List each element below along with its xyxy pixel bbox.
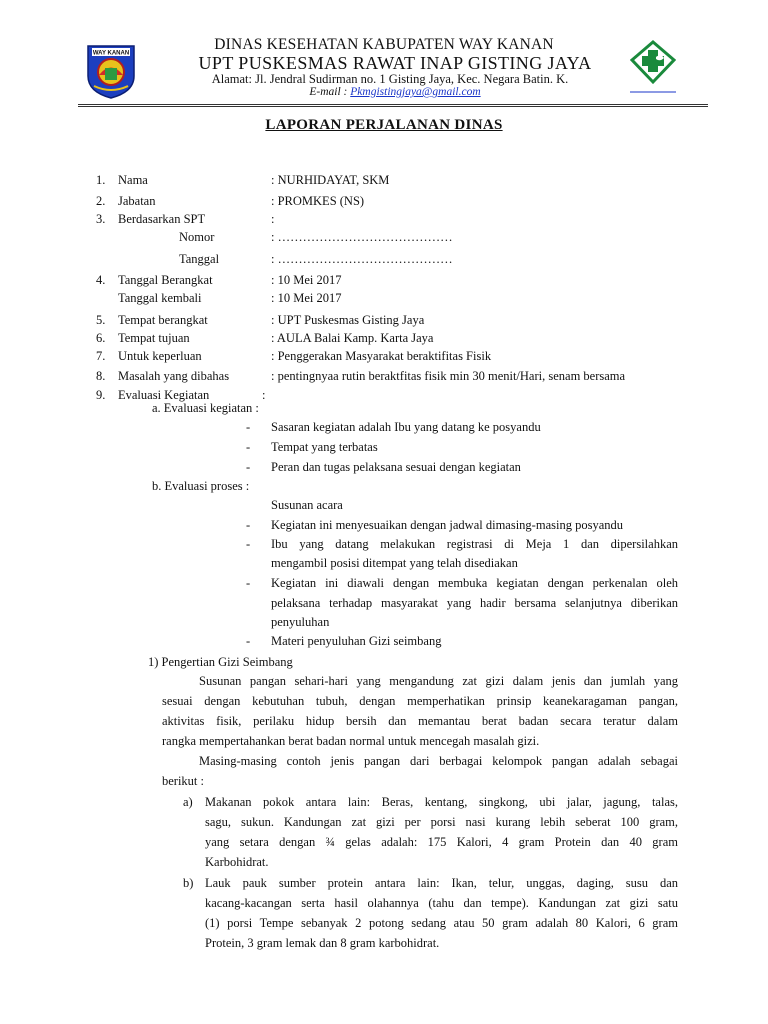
field-value: : UPT Puskesmas Gisting Jaya (271, 313, 425, 327)
field-value: : AULA Balai Kamp. Karta Jaya (271, 331, 434, 345)
field-value: : (262, 388, 266, 402)
field-value: : Penggerakan Masyarakat beraktifitas Fisik (271, 349, 492, 363)
paragraph-line: Masing-masing contoh jenis pangan dari berbagai kelompok pangan adalah sebagai (199, 754, 678, 768)
paragraph-line: Susunan pangan sehari-hari yang mengandung zat gizi dalam jenis dan jumlah yang (199, 674, 678, 688)
field-value: : pentingnyaa rutin beraktfitas fisik min 30 menit/Hari, senam bersama (271, 369, 626, 383)
list-item-line: (1) porsi Tempe sebanyak 2 potong sedang atau 50 gram adalah 80 Kalori, 6 gram (205, 916, 678, 930)
eval-b-subheading: Susunan acara (271, 498, 343, 512)
bullet-dash: - (246, 576, 251, 590)
bullet-dash: - (246, 460, 251, 474)
field-num: 6. (96, 331, 106, 345)
header-line-2: UPT PUSKESMAS RAWAT INAP GISTING JAYA (198, 53, 592, 73)
paragraph-line: rangka mempertahankan berat badan normal untuk mencegah masalah gizi. (162, 734, 540, 748)
field-num: 3. (96, 212, 106, 226)
field-num: 2. (96, 194, 106, 208)
list-item: Materi penyuluhan Gizi seimbang (271, 634, 442, 648)
header-rule-top (78, 104, 708, 105)
list-marker: a) (183, 795, 193, 809)
list-item-line: Protein, 3 gram lemak dan 8 gram karbohidrat. (205, 936, 440, 950)
field-label: Nama (118, 173, 148, 187)
field-value: : 10 Mei 2017 (271, 291, 342, 305)
list-item-line: mengambil posisi ditempat yang telah disediakan (271, 556, 518, 570)
logo-puskesmas (630, 40, 676, 94)
field-value: : NURHIDAYAT, SKM (271, 173, 390, 187)
list-item: Tempat yang terbatas (271, 440, 378, 454)
field-label: Jabatan (118, 194, 156, 208)
list-item-line: kacang-kacangan serta hasil olahannya (tahu dan tempe). Kandungan zat gizi satu (205, 896, 678, 910)
list-item-line: penyuluhan (271, 615, 330, 629)
section-heading: 1) Pengertian Gizi Seimbang (148, 655, 293, 669)
field-label: Evaluasi Kegiatan (118, 388, 210, 402)
field-label: Tanggal Berangkat (118, 273, 213, 287)
list-item-line: yang setara dengan ¾ gelas adalah: 175 Kalori, 4 gram Protein dan 40 gram (205, 835, 678, 849)
list-item-line: Kegiatan ini diawali dengan membuka kegiatan dengan perkenalan oleh (271, 576, 678, 590)
bullet-dash: - (246, 440, 251, 454)
bullet-dash: - (246, 634, 251, 648)
logo-way-kanan-text: WAY KANAN (92, 50, 130, 57)
field-value: : (271, 212, 275, 226)
list-marker: b) (183, 876, 194, 890)
bullet-dash: - (246, 420, 251, 434)
list-item-line: Ibu yang datang melakukan registrasi di Meja 1 dan dipersilahkan (271, 537, 678, 551)
list-item-line: pelaksana terhadap masyarakat yang hadir bersama selanjutnya diberikan (271, 596, 678, 610)
list-item-line: Karbohidrat. (205, 855, 269, 869)
email-link[interactable]: Pkmgistingjaya@gmail.com (350, 86, 481, 98)
field-value: : …………………………………… (271, 252, 453, 266)
header-address: Alamat: Jl. Jendral Sudirman no. 1 Gisting Jaya, Kec. Negara Batin. K. (211, 72, 569, 86)
eval-a-heading: a. Evaluasi kegiatan : (152, 401, 259, 415)
field-value: : PROMKES (NS) (271, 194, 365, 208)
list-item: Kegiatan ini menyesuaikan dengan jadwal dimasing-masing posyandu (271, 518, 623, 532)
eval-b-heading: b. Evaluasi proses : (152, 479, 250, 493)
field-value: : …………………………………… (271, 230, 453, 244)
page-title: LAPORAN PERJALANAN DINAS (265, 117, 503, 133)
field-label: Untuk keperluan (118, 349, 202, 363)
field-label: Tempat tujuan (118, 331, 190, 345)
paragraph-line: berikut : (162, 774, 205, 788)
bullet-dash: - (246, 537, 251, 551)
list-item-line: Lauk pauk sumber protein antara lain: Ikan, telur, unggas, daging, susu dan (205, 876, 678, 890)
header-line-1: DINAS KESEHATAN KABUPATEN WAY KANAN (214, 36, 554, 53)
list-item: Sasaran kegiatan adalah Ibu yang datang ke posyandu (271, 420, 541, 434)
field-label: Masalah yang dibahas (118, 369, 230, 383)
field-label: Tempat berangkat (118, 313, 208, 327)
paragraph-line: sesuai dengan kebutuhan tubuh, dengan memperhatikan prinsip keanekaragaman pangan, (162, 694, 678, 708)
bullet-dash: - (246, 518, 251, 532)
field-num: 8. (96, 369, 106, 383)
paragraph-line: aktivitas fisik, perilaku hidup bersih dan memantau berat badan secara teratur dalam (162, 714, 678, 728)
field-num: 7. (96, 349, 106, 363)
email-label: E-mail : (309, 86, 351, 98)
field-label: Tanggal (179, 252, 220, 266)
header-rule-bottom (78, 106, 708, 107)
field-num: 4. (96, 273, 106, 287)
list-item-line: Makanan pokok antara lain: Beras, kentang, singkong, ubi jalar, jagung, talas, (205, 795, 678, 809)
list-item-line: sagu, sukun. Kandungan zat gizi per porsi nasi kurang lebih seberat 100 gram, (205, 815, 678, 829)
field-label: Tanggal kembali (118, 291, 202, 305)
field-num: 9. (96, 388, 106, 402)
field-num: 5. (96, 313, 106, 327)
field-label: Nomor (179, 230, 215, 244)
field-value: : 10 Mei 2017 (271, 273, 342, 287)
list-item: Peran dan tugas pelaksana sesuai dengan kegiatan (271, 460, 521, 474)
field-label: Berdasarkan SPT (118, 212, 206, 226)
field-num: 1. (96, 173, 106, 187)
